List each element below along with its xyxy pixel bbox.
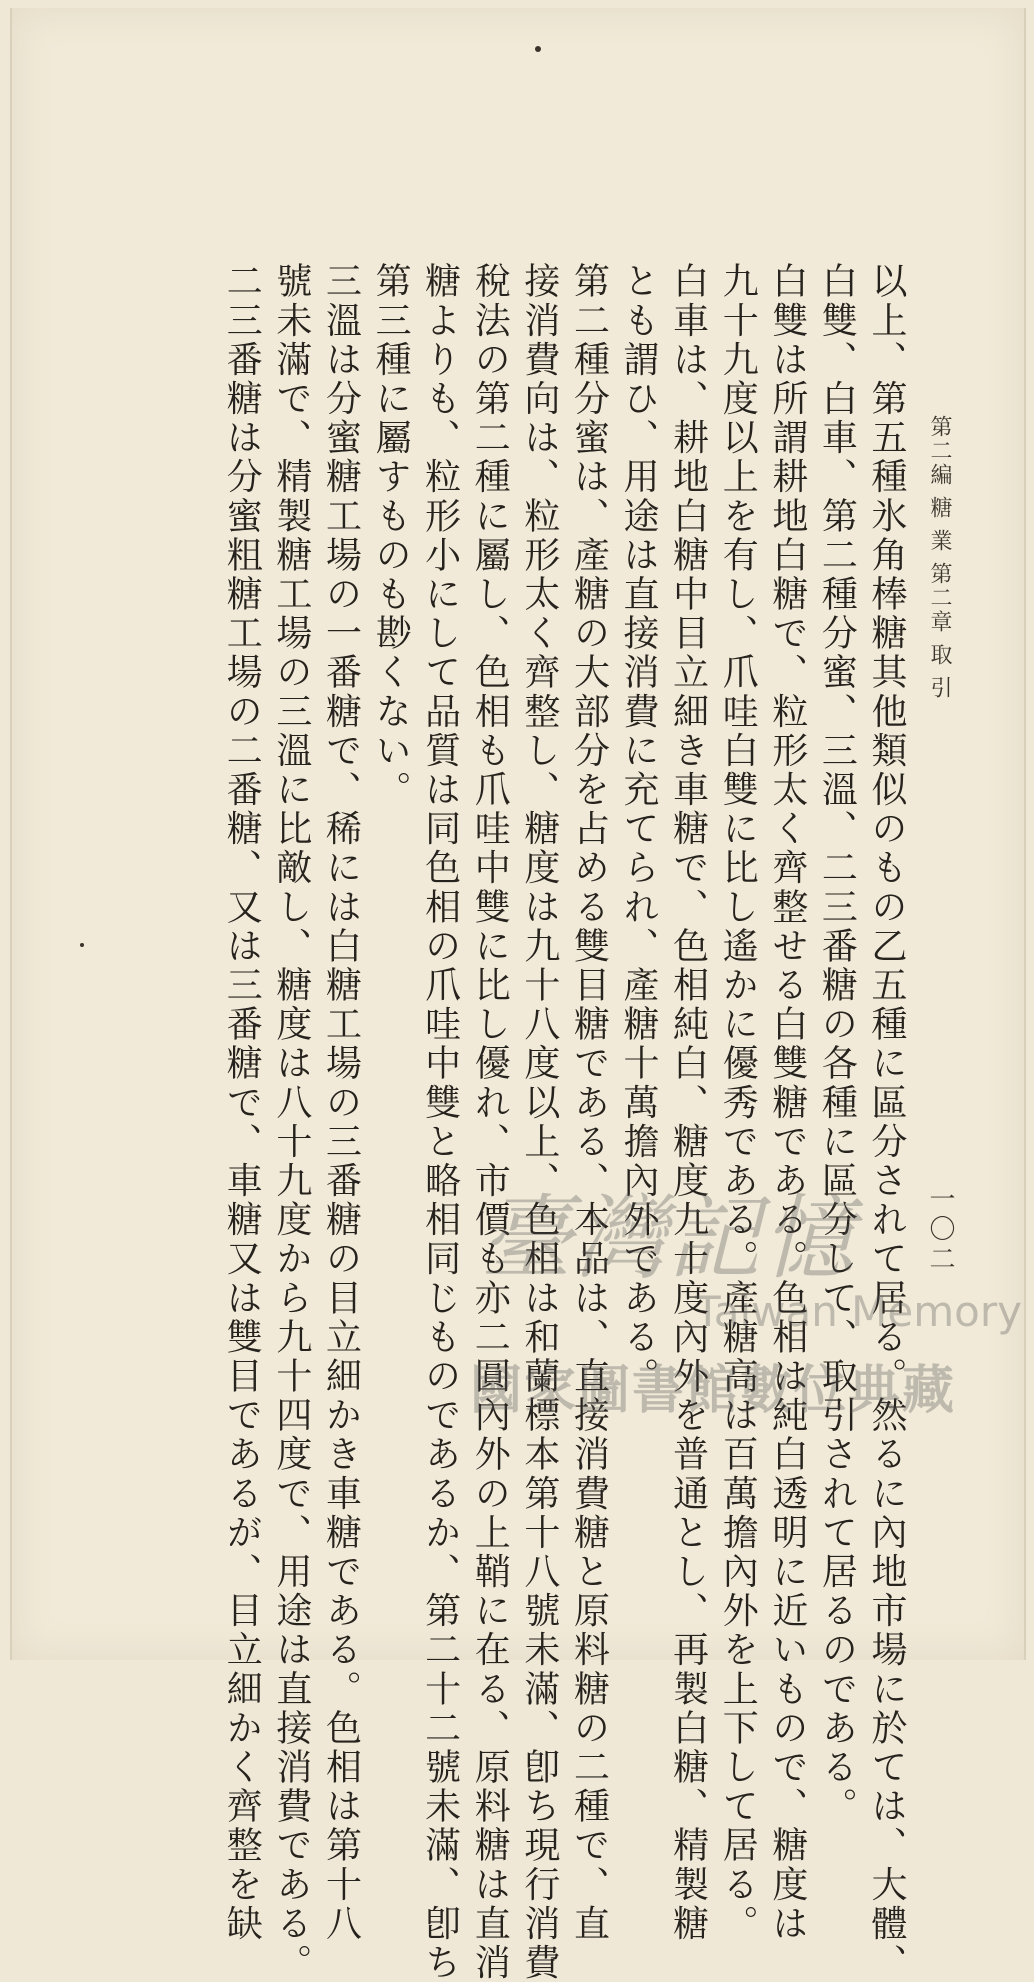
watermark-subtitle-en: Taiwan Memory <box>695 1287 1022 1336</box>
text-line: 三溫は分蜜糖工場の一番糖で、稀には白糖工場の三番糖の目立細かき車糖である。色相は第十八 <box>320 262 362 1944</box>
text-line: 白車は、耕地白糖中目立細き車糖で、色相純白、糖度九十度內外を普通とし、再製白糖、精製糖 <box>667 262 709 1944</box>
text-line: 第三種に屬すものも尠くない。 <box>370 262 412 810</box>
text-line: 稅法の第二種に屬し、色相も爪哇中雙に比し優れ、市價も亦二圓內外の上鞘に在る、原料糖は直消 <box>469 262 511 1982</box>
text-line: 號未滿で、精製糖工場の三溫に比敵し、糖度は八十九度から九十四度で、用途は直接消費である。 <box>270 262 312 1982</box>
text-line: 白雙は所謂耕地白糖で、粒形太く齊整せる白雙糖である。色相は純白透明に近いもので、糖度は <box>766 262 808 1944</box>
watermark-subtitle-zh: 國家圖書館數位典藏 <box>470 1361 957 1421</box>
text-line: 第二種分蜜は、產糖の大部分を占める雙目糖である、本品は、直接消費糖と原料糖の二種で、直 <box>568 262 610 1944</box>
text-line: 二三番糖は分蜜粗糖工場の二番糖、又は三番糖で、車糖又は雙目であるが、目立細かく齊整を缺 <box>221 262 263 1944</box>
ink-speck <box>535 46 541 52</box>
text-line: 九十九度以上を有し、爪哇白雙に比し遙かに優秀である。產糖高は百萬擔內外を上下して居る。 <box>717 262 759 1944</box>
text-line: 接消費向は、粒形太く齊整し、糖度は九十八度以上、色相は和蘭標本第十八號未滿、卽ち現行消費 <box>518 262 560 1982</box>
body-text <box>115 262 911 1982</box>
text-line: とも謂ひ、用途は直接消費に充てられ、產糖十萬擔內外である。 <box>618 262 660 1396</box>
text-line: 以上、第五種氷角棒糖其他類似のもの乙五種に區分されて居る。然るに內地市場に於ては、大體、 <box>866 262 907 1982</box>
ink-speck <box>80 943 84 947</box>
text-line: 白雙、白車、第二種分蜜、三溫、二三番糖の各種に區分して、取引されて居るのである。 <box>816 262 858 1826</box>
page-number: 一〇二 <box>925 1185 955 1275</box>
watermark-title: 臺灣記憶 <box>480 1185 857 1292</box>
running-header: 第二編 糖 業 第二章 取 引 <box>927 415 952 700</box>
text-line: 糖よりも、粒形小にして品質は同色相の爪哇中雙と略相同じものであるか、第二十二號未滿、卽ち <box>419 262 461 1982</box>
